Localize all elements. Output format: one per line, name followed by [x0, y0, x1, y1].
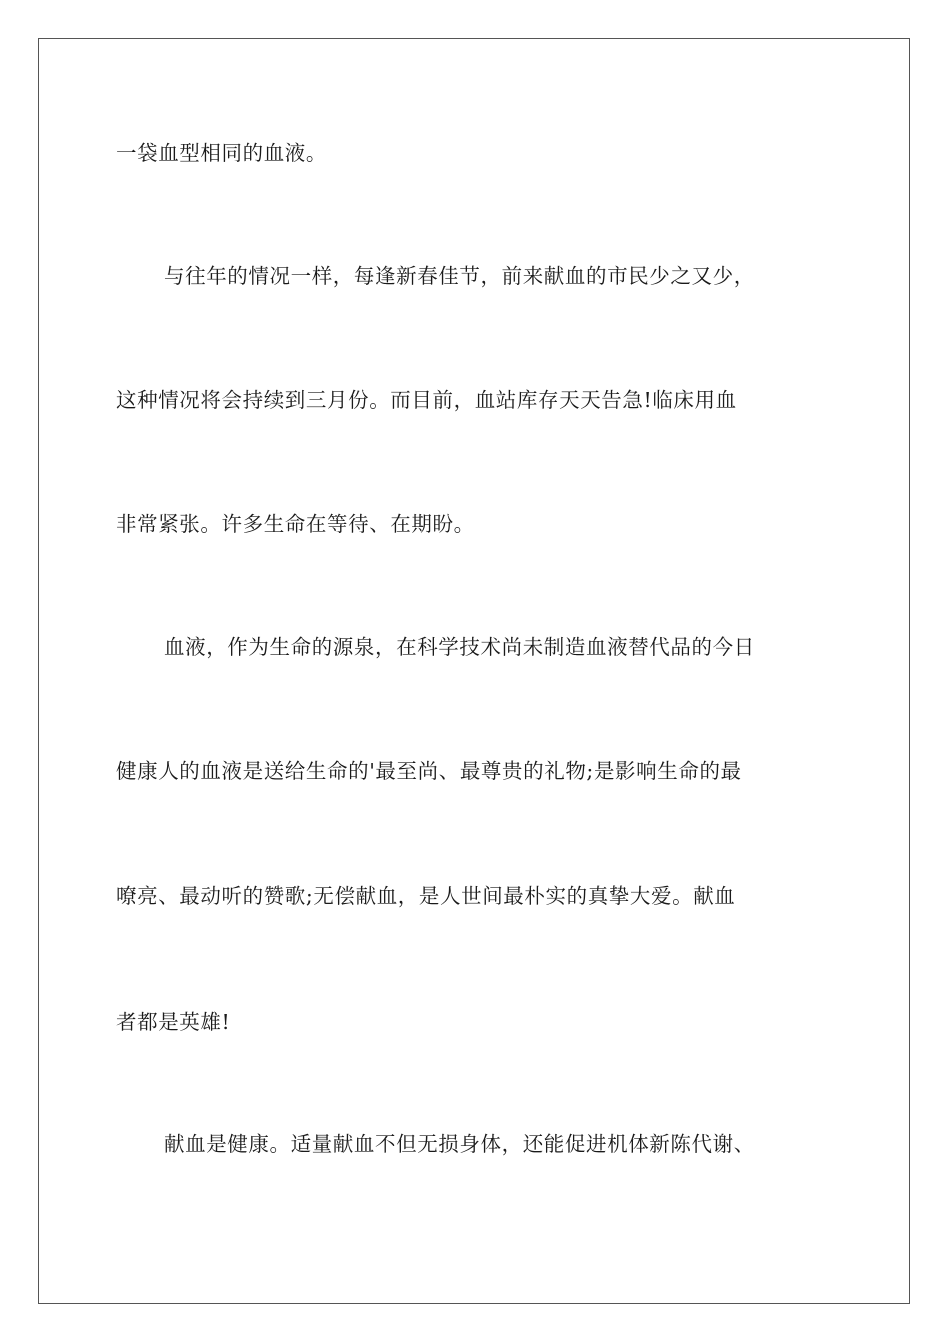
text-line: 血液，作为生命的源泉，在科学技术尚未制造血液替代品的今日: [164, 635, 755, 659]
text-line: 者都是英雄!: [116, 1010, 231, 1034]
text-line: 献血是健康。适量献血不但无损身体，还能促进机体新陈代谢、: [164, 1132, 755, 1156]
text-line: 一袋血型相同的血液。: [116, 141, 327, 165]
text-line: 与往年的情况一样，每逢新春佳节，前来献血的市民少之又少，: [164, 264, 755, 288]
text-line: 健康人的血液是送给生命的'最至尚、最尊贵的礼物;是影响生命的最: [116, 759, 742, 783]
text-line: 嘹亮、最动听的赞歌;无偿献血，是人世间最朴实的真挚大爱。献血: [116, 884, 736, 908]
page-frame: [38, 38, 910, 1304]
text-line: 非常紧张。许多生命在等待、在期盼。: [116, 512, 475, 536]
text-line: 这种情况将会持续到三月份。而目前，血站库存天天告急!临床用血: [116, 388, 737, 412]
